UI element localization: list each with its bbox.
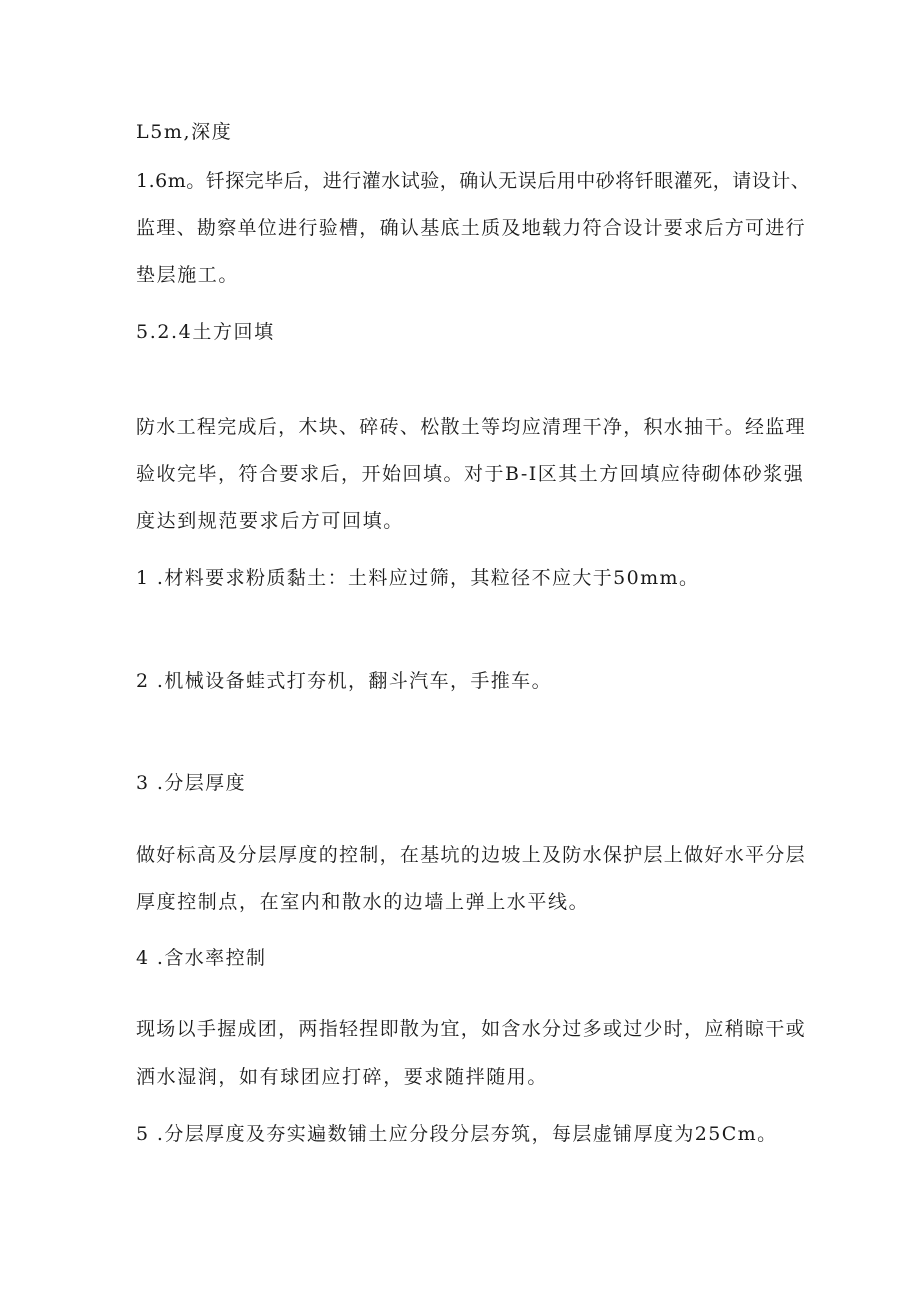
list-item-2: 2 .机械设备蛙式打夯机，翻斗汽车，手推车。 (136, 670, 552, 692)
section-heading: 5.2.4土方回填 (136, 321, 275, 343)
text-line-13: 厚度控制点，在室内和散水的边墙上弹上水平线。 (136, 891, 590, 913)
text-line-4: 垫层施工。 (136, 264, 240, 286)
text-line-2: 1.6m。钎探完毕后，进行灌水试验，确认无误后用中砂将钎眼灌死，请设计、 (136, 170, 811, 192)
text-line-12: 做好标高及分层厚度的控制，在基坑的边坡上及防水保护层上做好水平分层 (136, 844, 806, 866)
list-item-3: 3 .分层厚度 (136, 772, 246, 794)
text-line-6: 防水工程完成后，木块、碎砖、松散土等均应清理干净，积水抽干。经监理 (136, 416, 806, 438)
text-line-8: 度达到规范要求后方可回填。 (136, 510, 404, 532)
text-line-16: 洒水湿润，如有球团应打碎，要求随拌随用。 (136, 1066, 549, 1088)
text-line-1: L5m,深度 (136, 121, 233, 143)
text-line-15: 现场以手握成团，两指轻捏即散为宜，如含水分过多或过少时，应稍晾干或 (136, 1018, 806, 1040)
text-line-7: 验收完毕，符合要求后，开始回填。对于B-I区其土方回填应待砌体砂浆强 (136, 463, 805, 485)
list-item-4: 4 .含水率控制 (136, 947, 267, 969)
list-item-1: 1 .材料要求粉质黏土：土料应过筛，其粒径不应大于50mm。 (136, 567, 700, 589)
list-item-5: 5 .分层厚度及夯实遍数铺土应分段分层夯筑，每层虚铺厚度为25Cm。 (136, 1123, 778, 1145)
text-line-3: 监理、勘察单位进行验槽，确认基底土质及地载力符合设计要求后方可进行 (136, 217, 806, 239)
